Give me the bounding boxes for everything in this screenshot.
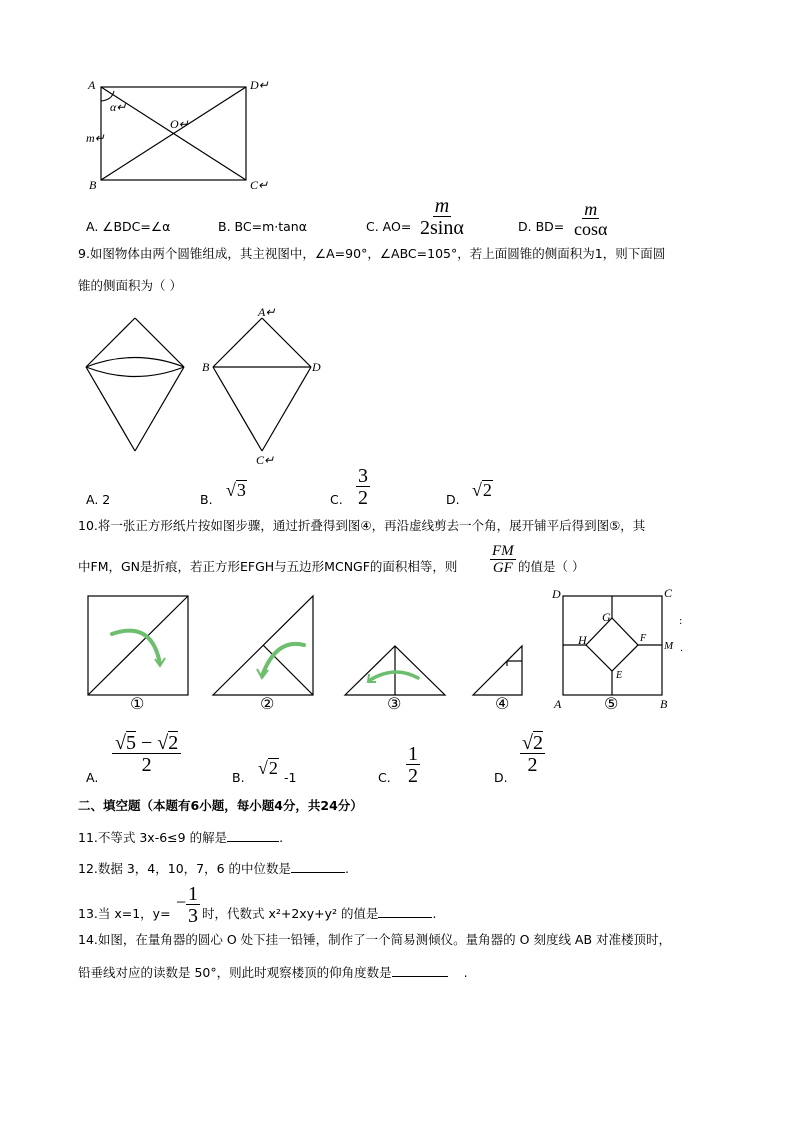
q11 <box>78 830 283 846</box>
fraction-denominator: GF <box>492 560 513 576</box>
q13-y-fraction <box>186 884 200 926</box>
fraction-denominator: 2 <box>527 754 538 776</box>
q11-text: 11.不等式 3x-6≤9 的解是 <box>78 830 228 845</box>
q11-answer-blank[interactable] <box>227 841 279 842</box>
q9-option-a: A. 2 <box>86 492 111 507</box>
q10-option-c-prefix: C. <box>378 770 391 785</box>
label-C: C↵ <box>256 453 275 467</box>
q9-option-c-fraction <box>356 466 370 508</box>
q9-line-1: 9.如图物体由两个圆锥组成，其主视图中，∠A=90°，∠ABC=105°，若上面圆锥的侧面积为1，则下面圆 <box>78 246 666 261</box>
q13-end: . <box>432 906 437 921</box>
q10-option-a-prefix: A. <box>86 770 99 785</box>
label-A: A <box>554 697 562 711</box>
fraction-numerator: √5 − √2 <box>112 733 181 754</box>
q10-line-1: 10.将一张正方形纸片按如图步骤，通过折叠得到图④，再沿虚线剪去一个角，展开铺平后得到图⑤，其 <box>78 518 646 533</box>
q14-answer-blank[interactable] <box>392 976 448 977</box>
q9-line-2: 锥的侧面积为（ ） <box>78 278 182 293</box>
fraction-denominator: 2sinα <box>420 217 464 239</box>
q9-option-c-prefix: C. <box>330 492 343 507</box>
label-H: H <box>578 633 587 647</box>
q10-option-b-suffix: -1 <box>284 770 297 785</box>
label-O: O↵ <box>170 117 189 131</box>
radicand-1: 5 <box>125 732 136 754</box>
q10-line-2-suffix: 的值是（ ） <box>518 559 585 574</box>
caption-fig-5: ⑤ <box>604 694 619 713</box>
q10-option-b-sqrt: √2 <box>258 758 278 778</box>
q9-option-d-sqrt: √2 <box>472 480 492 500</box>
q13-negative-sign: − <box>176 892 187 912</box>
q10-option-d-fraction <box>520 733 545 775</box>
label-B: B <box>660 697 668 711</box>
fraction-numerator: m <box>584 199 598 219</box>
stray-mark-2: . <box>680 643 684 654</box>
q9-option-b-sqrt: √3 <box>226 480 246 500</box>
radicand: 3 <box>236 480 246 500</box>
caption-fig-1: ① <box>130 694 145 713</box>
radicand: 2 <box>532 732 543 754</box>
radicand: 2 <box>482 480 492 500</box>
q10-option-b-prefix: B. <box>232 770 245 785</box>
radicand-2: 2 <box>168 732 179 754</box>
q10-option-c-fraction <box>406 744 420 786</box>
label-C: C <box>664 586 673 600</box>
label-A: A <box>88 78 96 92</box>
label-C: C↵ <box>250 178 269 192</box>
label-D: D↵ <box>250 78 269 92</box>
fraction-denominator: 2 <box>141 754 152 776</box>
q10-option-a-fraction <box>112 733 181 775</box>
caption-fig-3: ③ <box>387 694 402 713</box>
q13-prefix: 13.当 x=1，y= <box>78 906 171 921</box>
fraction-numerator: 1 <box>408 743 418 765</box>
label-B: B <box>202 360 210 374</box>
q12-text: 12.数据 3，4，10，7，6 的中位数是 <box>78 861 292 876</box>
q12 <box>78 861 349 877</box>
folding-figures <box>0 590 794 710</box>
q10-line-2-prefix: 中FM，GN是折痕，若正方形EFGH与五边形MCNGF的面积相等，则 <box>78 559 458 574</box>
fraction-numerator: m <box>434 195 450 217</box>
fraction-numerator: √2 <box>522 732 543 754</box>
q12-answer-blank[interactable] <box>291 872 345 873</box>
q12-end: . <box>345 861 350 876</box>
q13-suffix: 时，代数式 x²+2xy+y² 的值是 <box>202 906 379 921</box>
caption-fig-4: ④ <box>495 694 510 713</box>
stray-mark-1: : <box>679 616 683 627</box>
label-F: F <box>640 633 647 644</box>
radicand: 2 <box>268 758 278 778</box>
rectangle-figure <box>0 0 794 230</box>
label-B: B <box>89 178 97 192</box>
label-G: G <box>602 610 611 624</box>
fraction-denominator: 2 <box>358 487 368 509</box>
q8-option-d-fraction <box>574 200 607 238</box>
q8-option-b: B. BC=m·tanα <box>218 219 307 234</box>
fraction-numerator: 3 <box>358 465 368 487</box>
q8-option-d-prefix: D. BD= <box>518 219 565 234</box>
label-m: m↵ <box>86 131 105 145</box>
section-2-title: 二、填空题（本题有6小题，每小题4分，共24分） <box>78 798 363 813</box>
q11-end: . <box>279 830 284 845</box>
q9-option-d-prefix: D. <box>446 492 460 507</box>
label-A: A↵ <box>258 305 276 319</box>
caption-fig-2: ② <box>260 694 275 713</box>
q8-option-c-fraction <box>420 196 464 238</box>
q8-option-a: A. ∠BDC=∠α <box>86 219 171 234</box>
label-D: D <box>552 587 561 601</box>
q14-line-2 <box>78 965 468 981</box>
minus-sign: − <box>140 732 153 754</box>
q14-end: . <box>463 965 468 980</box>
label-M: M <box>664 640 674 652</box>
q13-rest <box>202 906 436 922</box>
cone-figures <box>0 300 794 470</box>
q13-answer-blank[interactable] <box>378 917 432 918</box>
q14-line-1: 14.如图，在量角器的圆心 O 处下挂一铅锤，制作了一个简易测倾仪。量角器的 O 刻度线 AB 对准楼顶时， <box>78 932 672 947</box>
q10-option-d-prefix: D. <box>494 770 508 785</box>
label-alpha: α↵ <box>110 100 127 114</box>
q10-ratio-fraction <box>490 544 516 576</box>
q8-option-c-prefix: C. AO= <box>366 219 412 234</box>
label-D: D <box>312 360 321 374</box>
fraction-denominator: cosα <box>574 219 608 239</box>
q14-text: 铅垂线对应的读数是 50°，则此时观察楼顶的仰角度数是 <box>78 965 392 980</box>
fraction-denominator: 2 <box>408 765 418 787</box>
fraction-numerator: FM <box>492 543 514 559</box>
label-E: E <box>616 670 623 681</box>
q9-option-b-prefix: B. <box>200 492 213 507</box>
fraction-numerator: 1 <box>188 883 198 905</box>
fraction-denominator: 3 <box>188 905 198 927</box>
